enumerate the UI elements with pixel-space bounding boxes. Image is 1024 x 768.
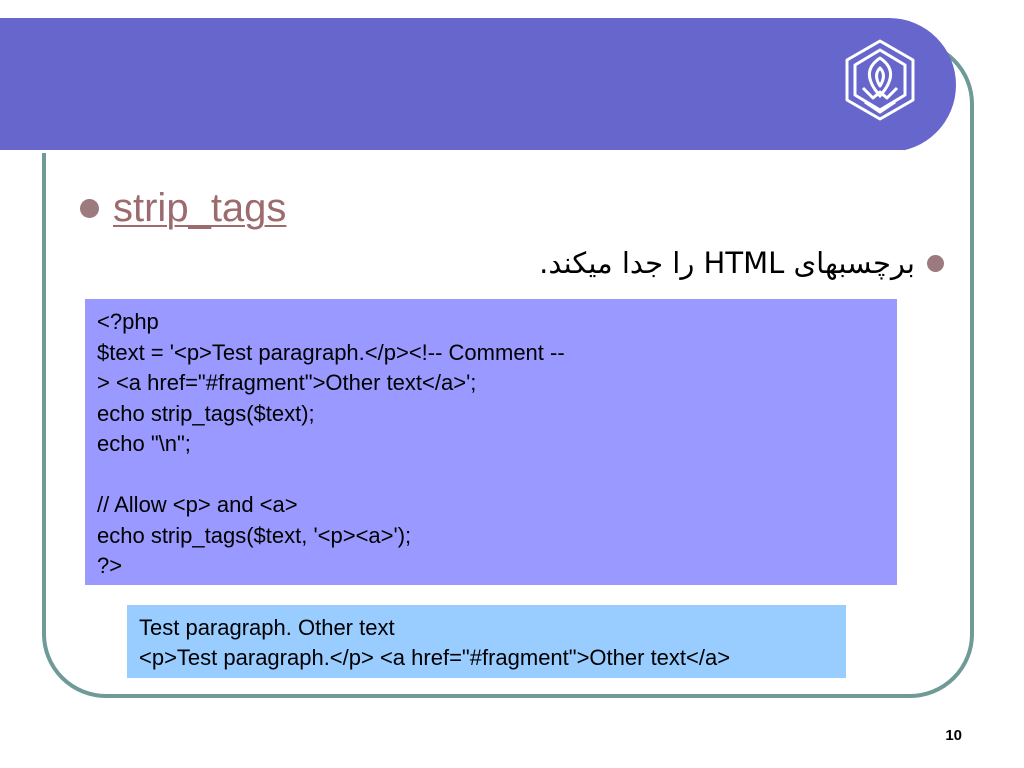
output-line: Test paragraph. Other text <box>139 615 395 640</box>
output-text <box>139 613 834 673</box>
code-line: echo strip_tags($text, '<p><a>'); <box>97 522 412 548</box>
university-emblem-icon <box>843 38 917 122</box>
code-line: echo "\n"; <box>97 431 191 456</box>
header-band <box>0 18 956 152</box>
bullet-icon <box>927 255 944 272</box>
description-row <box>539 246 944 280</box>
output-line: <p>Test paragraph.</p> <a href="#fragment">Other text</a> <box>139 645 731 670</box>
title-row <box>80 186 286 231</box>
code-line: echo strip_tags($text); <box>97 400 315 426</box>
code-block <box>85 299 897 585</box>
title-link[interactable]: strip_tags <box>113 186 287 230</box>
description-text: برچسبهای HTML را جدا میکند. <box>539 246 915 280</box>
code-line: <?php <box>97 309 159 334</box>
output-block <box>127 605 846 678</box>
page-number: 10 <box>945 727 962 744</box>
code-line: // Allow <p> and <a> <box>97 492 298 517</box>
code-line: > <a href="#fragment">Other text</a>'; <box>97 370 477 395</box>
header-divider <box>0 150 904 153</box>
code-text <box>97 307 885 582</box>
code-line: ?> <box>97 553 123 578</box>
bullet-icon <box>80 199 99 218</box>
code-line: $text = '<p>Test paragraph.</p><!-- Comment -- <box>97 339 565 365</box>
